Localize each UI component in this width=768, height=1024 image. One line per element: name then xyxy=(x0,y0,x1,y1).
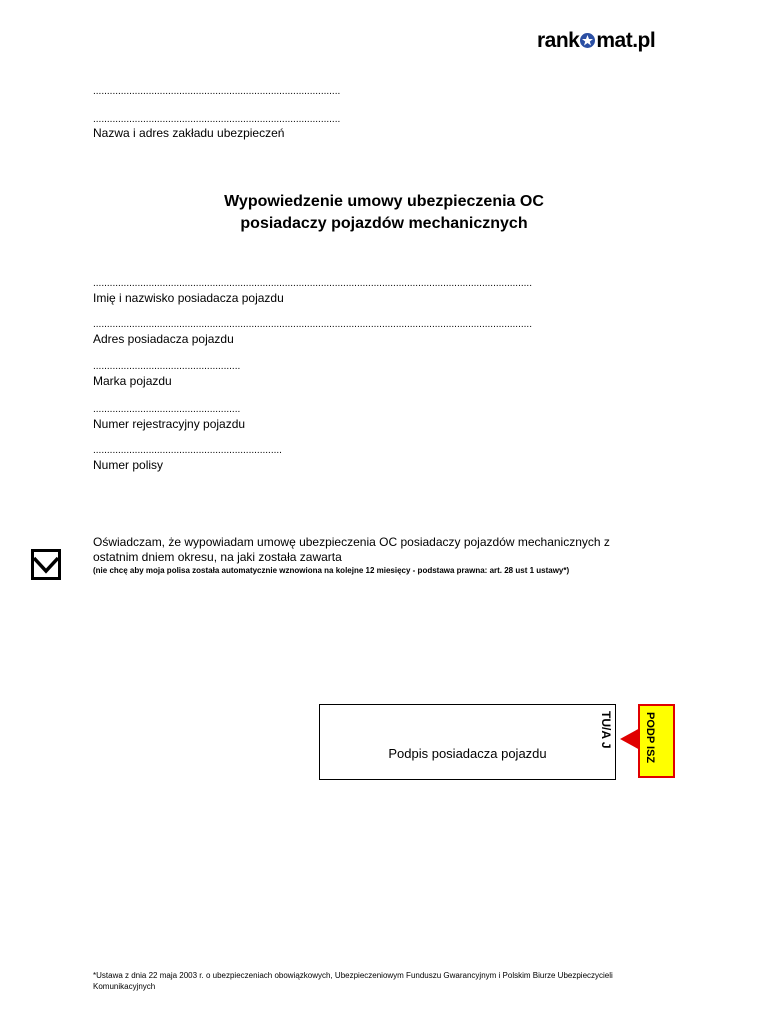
sign-here-arrow-icon xyxy=(620,728,640,750)
vehicle-make-label: Marka pojazdu xyxy=(93,374,172,388)
footnote: *Ustawa z dnia 22 maja 2003 r. o ubezpieczeniach obowiązkowych, Ubezpieczeniowym Funduszu Gwarancyjnym i Polskim Biurze Ubezpieczycieli Komunikacyjnych xyxy=(93,971,613,991)
declaration-line-2: ostatnim dniem okresu, na jaki została zawarta xyxy=(93,550,342,564)
owner-name-label: Imię i nazwisko posiadacza pojazdu xyxy=(93,291,284,305)
signature-label: Podpis posiadacza pojazdu xyxy=(388,746,547,761)
declaration-note: (nie chcę aby moja polisa została automatycznie wznowiona na kolejne 12 miesięcy - podstawa prawna: art. 28 ust 1 ustawy*) xyxy=(93,566,570,575)
check-icon xyxy=(34,552,58,577)
declaration-line-1: Oświadczam, że wypowiadam umowę ubezpieczenia OC posiadaczy pojazdów mechanicznych z xyxy=(93,535,610,549)
document-title-line-2: posiadaczy pojazdów mechanicznych xyxy=(240,215,528,232)
signature-box[interactable] xyxy=(319,704,616,780)
logo xyxy=(537,29,655,53)
registration-number-label: Numer rejestracyjny pojazdu xyxy=(93,417,246,431)
insurer-dots-line-1[interactable]: ......................................................................................... xyxy=(93,86,341,97)
registration-number-field[interactable]: ..................................................... xyxy=(93,404,241,415)
declaration-checkbox[interactable] xyxy=(31,549,61,580)
owner-name-field[interactable]: .............................................................................................................................................................. xyxy=(93,278,532,289)
policy-number-field[interactable]: .................................................................... xyxy=(93,445,282,456)
logo-text-part2: mat.pl xyxy=(596,29,656,52)
insurer-dots-line-2[interactable]: ......................................................................................... xyxy=(93,114,341,125)
owner-address-label: Adres posiadacza pojazdu xyxy=(93,332,234,346)
signature-vertical-text: TU/A J xyxy=(599,711,613,749)
insurer-label: Nazwa i adres zakładu ubezpieczeń xyxy=(93,126,285,140)
vehicle-make-field[interactable]: ..................................................... xyxy=(93,361,241,372)
policy-number-label: Numer polisy xyxy=(93,458,164,472)
sign-here-tag-label: PODP ISZ xyxy=(644,712,656,764)
logo-text-part1: rank xyxy=(537,29,580,52)
sign-here-tag[interactable] xyxy=(638,704,675,778)
owner-address-field[interactable]: .............................................................................................................................................................. xyxy=(93,319,532,330)
star-icon xyxy=(580,33,595,48)
document-title-line-1: Wypowiedzenie umowy ubezpieczenia OC xyxy=(224,193,544,210)
